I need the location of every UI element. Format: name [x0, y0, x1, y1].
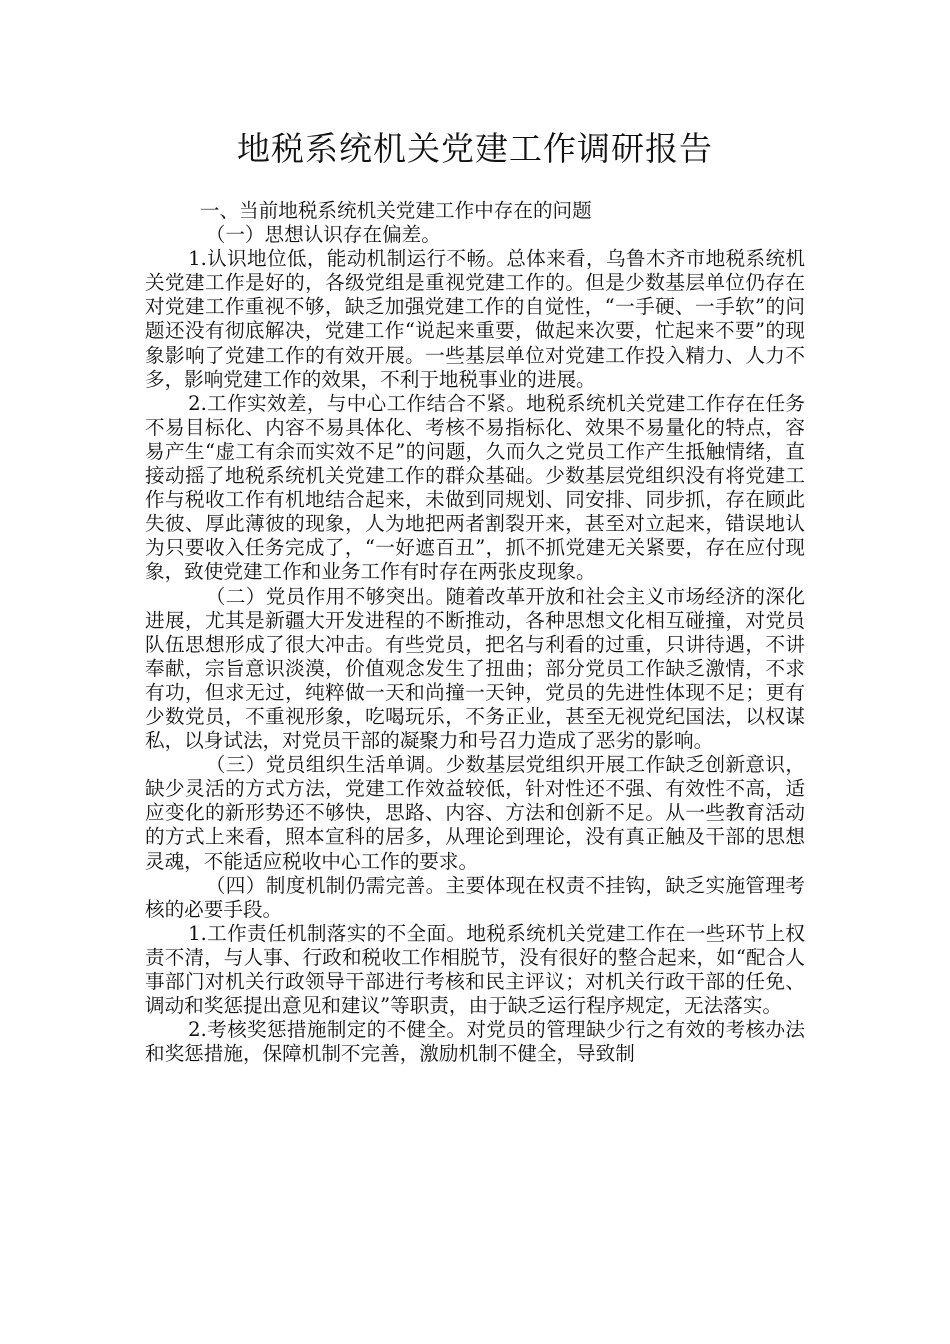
document-page — [145, 127, 805, 1066]
body-paragraph: 1.认识地位低，能动机制运行不畅。总体来看，乌鲁木齐市地税系统机关党建工作是好的，各级党组是重视党建工作的。但是少数基层单位仍存在对党建工作重视不够，缺乏加强党建工作的自觉性，“一手硬、一手软”的问题还没有彻底解决，党建工作“说起来重要，做起来次要，忙起来不要”的现象影响了党建工作的有效开展。一些基层单位对党建工作投入精力、人力不多，影响党建工作的效果，不利于地税事业的进展。 — [145, 247, 805, 391]
document-body — [145, 199, 805, 1066]
subsection-heading: （一）思想认识存在偏差。 — [205, 223, 441, 247]
section-heading: 一、当前地税系统机关党建工作中存在的问题 — [199, 199, 592, 222]
body-paragraph: 2.工作实效差，与中心工作结合不紧。地税系统机关党建工作存在任务不易目标化、内容不易具体化、考核不易指标化、效果不易量化的特点，容易产生“虚工有余而实效不足”的问题，久而久之党员工作产生抵触情绪，直接动摇了地税系统机关党建工作的群众基础。少数基层党组织没有将党建工作与税收工作有机地结合起来，未做到同规划、同安排、同步抓，存在顾此失彼、厚此薄彼的现象，人为地把两者割裂开来，甚至对立起来，错误地认为只要收入任务完成了，“一好遮百丑”，抓不抓党建无关紧要，存在应付现象，致使党建工作和业务工作有时存在两张皮现象。 — [145, 391, 805, 584]
document-title: 地税系统机关党建工作调研报告 — [237, 129, 713, 168]
subsection-paragraph: （四）制度机制仍需完善。主要体现在权责不挂钩，缺乏实施管理考核的必要手段。 — [145, 873, 805, 921]
subsection-paragraph: （二）党员作用不够突出。随着改革开放和社会主义市场经济的深化进展，尤其是新疆大开发进程的不断推动，各种思想文化相互碰撞，对党员队伍思想形成了很大冲击。有些党员，把名与利看的过重，只讲待遇，不讲奉献，宗旨意识淡漠，价值观念发生了扭曲；部分党员工作缺乏激情，不求有功，但求无过，纯粹做一天和尚撞一天钟，党员的先进性体现不足；更有少数党员，不重视形象，吃喝玩乐，不务正业，甚至无视党纪国法，以权谋私，以身试法，对党员干部的凝聚力和号召力造成了恶劣的影响。 — [145, 584, 805, 753]
subsection-paragraph: （三）党员组织生活单调。少数基层党组织开展工作缺乏创新意识，缺少灵活的方式方法，党建工作效益较低，针对性还不强、有效性不高，适应变化的新形势还不够快，思路、内容、方法和创新不足。从一些教育活动的方式上来看，照本宣科的居多，从理论到理论，没有真正触及干部的思想灵魂，不能适应税收中心工作的要求。 — [145, 753, 805, 873]
body-paragraph: 2.考核奖惩措施制定的不健全。对党员的管理缺少行之有效的考核办法和奖惩措施，保障机制不完善，激励机制不健全，导致制 — [145, 1018, 805, 1066]
body-paragraph: 1.工作责任机制落实的不全面。地税系统机关党建工作在一些环节上权责不清，与人事、行政和税收工作相脱节，没有很好的整合起来，如“配合人事部门对机关行政领导干部进行考核和民主评议；对机关行政干部的任免、调动和奖惩提出意见和建议”等职责，由于缺乏运行程序规定，无法落实。 — [145, 921, 805, 1018]
